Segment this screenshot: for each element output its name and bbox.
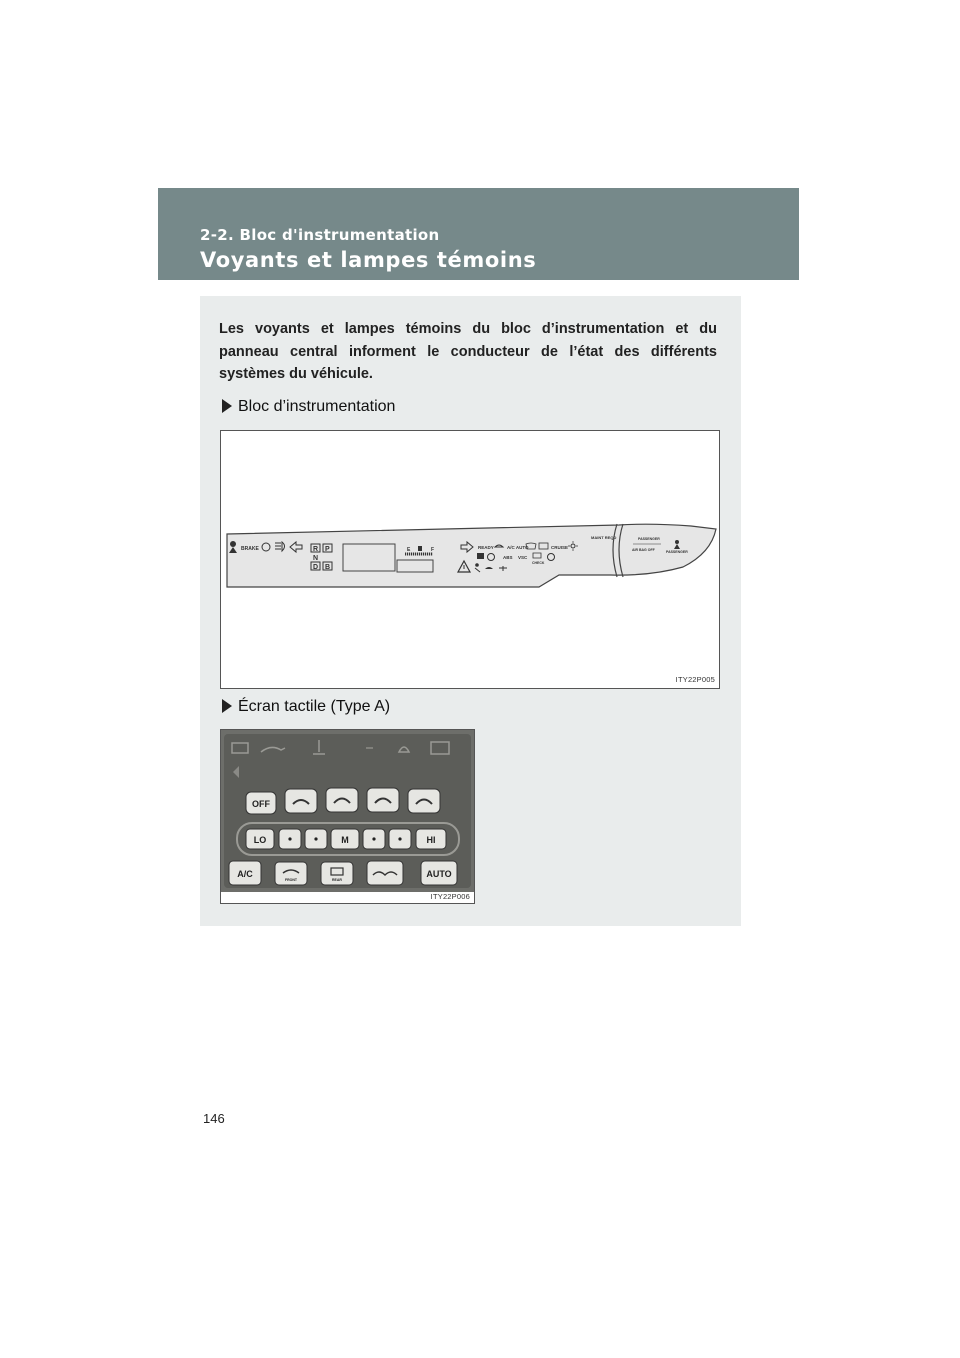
check-label: CHECK xyxy=(532,561,545,565)
triangle-bullet-icon xyxy=(222,699,232,713)
ready-label: READY xyxy=(478,545,494,550)
fuel-f-label: F xyxy=(431,547,435,553)
fuel-pump-icon xyxy=(418,546,422,551)
dot-icon xyxy=(398,837,401,840)
gear-p: P xyxy=(325,546,330,553)
battery-icon xyxy=(477,553,484,559)
passenger-label-2: PASSENGER xyxy=(666,550,688,554)
content-panel xyxy=(200,296,741,926)
maint-reqd-label: MAINT REQD xyxy=(591,535,617,540)
fan-hi-label: HI xyxy=(426,835,436,845)
touch-screen-illustration xyxy=(221,730,474,892)
fan-lo-label: LO xyxy=(253,835,267,845)
subheading-instrument-cluster xyxy=(222,398,395,416)
ac-auto-label: A/C AUTO xyxy=(507,545,529,550)
gear-n: N xyxy=(313,555,319,562)
instrument-cluster-figure xyxy=(220,430,720,689)
figure-code: ITY22P006 xyxy=(430,892,470,901)
page-number: 146 xyxy=(203,1111,225,1126)
ac-button-label: A/C xyxy=(237,869,253,879)
foot-vent-button[interactable] xyxy=(367,788,399,812)
dot-icon xyxy=(288,837,291,840)
front-label: FRONT xyxy=(284,878,298,882)
cruise-label: CRUISE xyxy=(551,545,569,550)
auto-button-label: AUTO xyxy=(426,869,452,879)
intro-paragraph: Les voyants et lampes témoins du bloc d’instrumentation et du panneau central informent le conducteur de l’état des différents systèmes du véhicule. xyxy=(219,321,717,382)
figure-code: ITY22P005 xyxy=(675,675,715,684)
fuel-e-label: E xyxy=(407,547,411,553)
section-label: 2-2. Bloc d'instrumentation xyxy=(200,226,440,244)
gear-r: R xyxy=(313,546,319,553)
foot-defrost-button[interactable] xyxy=(408,789,440,813)
gear-d: D xyxy=(313,564,319,571)
dot-icon xyxy=(314,837,317,840)
gear-b: B xyxy=(325,564,331,571)
triangle-bullet-icon xyxy=(222,399,232,413)
off-button-label: OFF xyxy=(252,799,270,809)
air-bag-off-label: AIR BAG OFF xyxy=(632,548,655,552)
dot-icon xyxy=(372,837,375,840)
subheading-text: Écran tactile (Type A) xyxy=(238,698,391,715)
subheading-touch-screen xyxy=(222,698,390,716)
subheading-text: Bloc d’instrumentation xyxy=(238,398,396,415)
fan-m-label: M xyxy=(341,835,349,845)
brake-label: BRAKE xyxy=(241,546,259,552)
abs-label: ABS xyxy=(503,555,513,560)
chapter-header xyxy=(158,188,799,280)
touch-screen-figure xyxy=(220,729,475,904)
page-title: Voyants et lampes témoins xyxy=(200,248,537,272)
rear-label: REAR xyxy=(332,878,342,882)
passenger-label: PASSENGER xyxy=(638,537,660,541)
vsc-label: VSC xyxy=(518,555,528,560)
recirculation-button[interactable] xyxy=(367,861,403,885)
bi-level-button[interactable] xyxy=(326,788,358,812)
instrument-cluster-illustration xyxy=(221,431,719,688)
